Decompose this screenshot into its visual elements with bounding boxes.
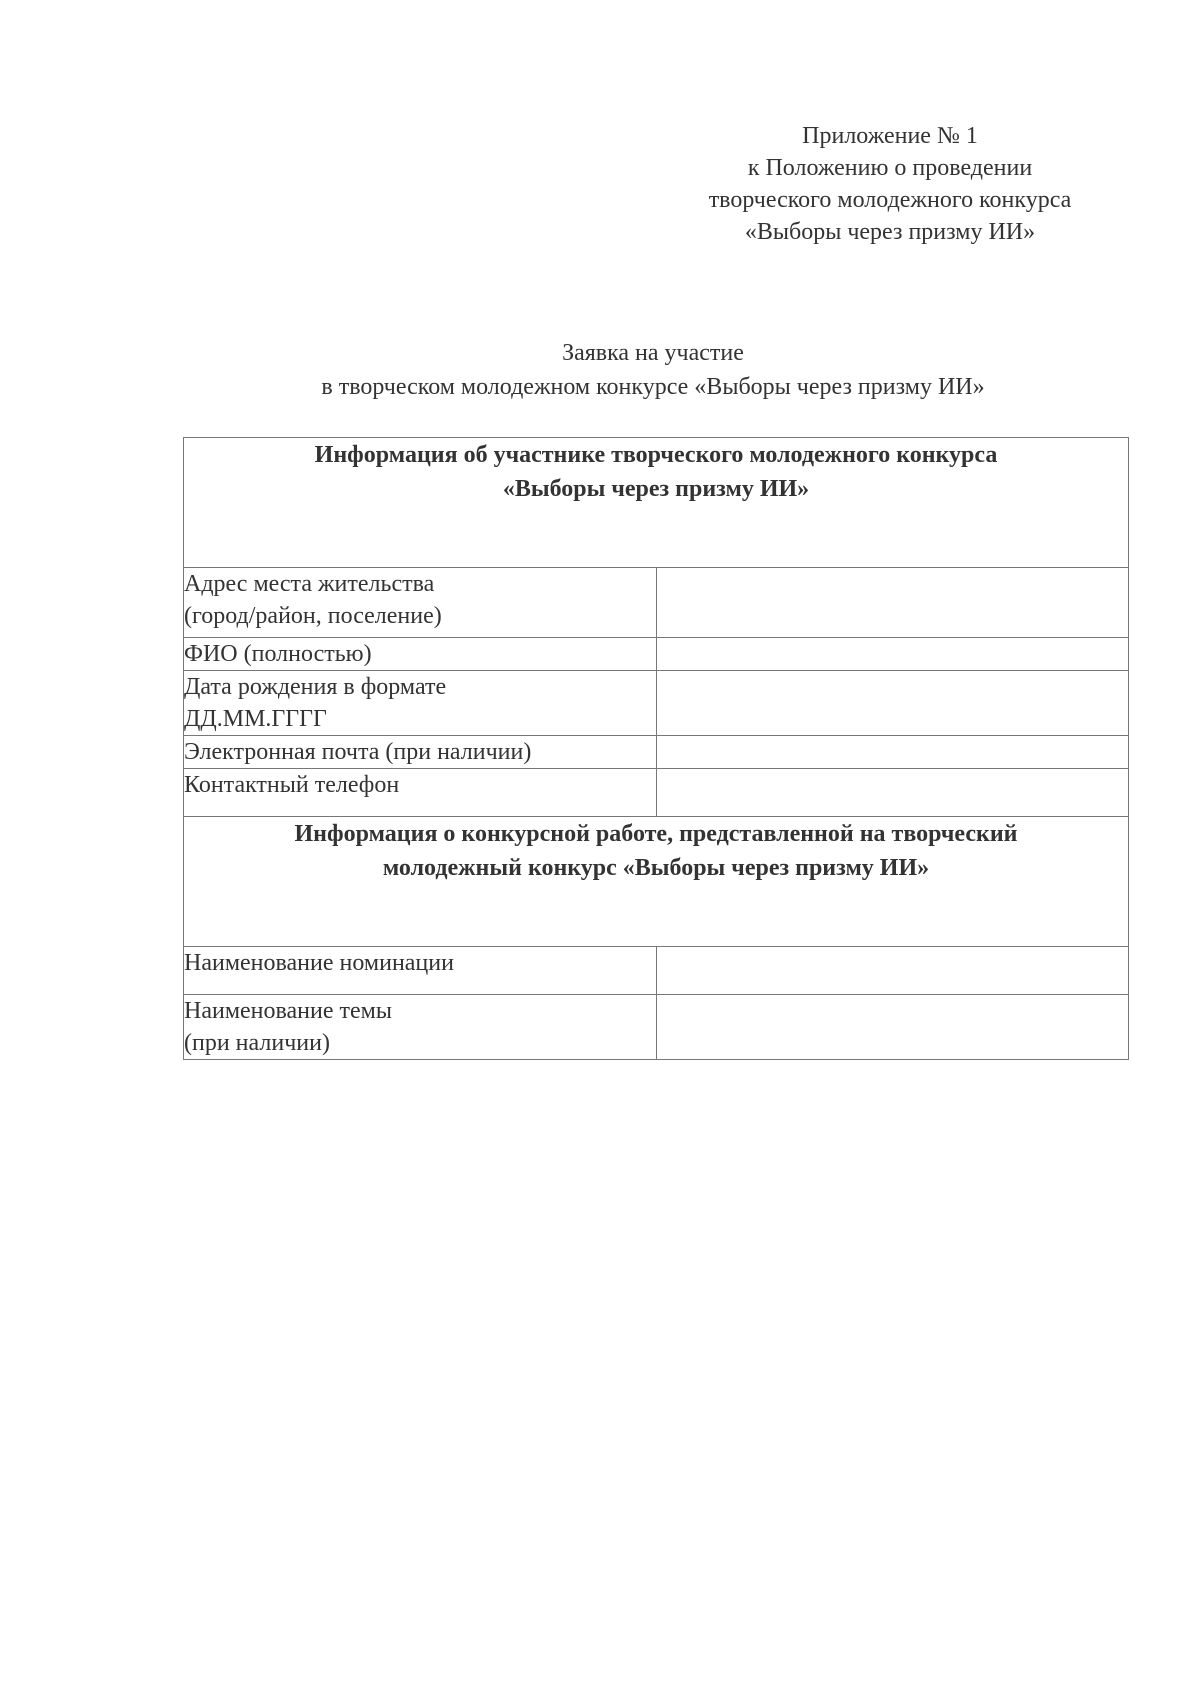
- label-line: (город/район, поселение): [184, 603, 442, 629]
- application-form-table: [183, 437, 1129, 1060]
- label-line: (при наличии): [184, 1030, 330, 1056]
- topic-field[interactable]: [656, 995, 1129, 1060]
- table-row: [184, 947, 1129, 995]
- label-line: Электронная почта (при наличии): [184, 739, 532, 765]
- table-row: [184, 568, 1129, 638]
- table-row: [184, 769, 1129, 817]
- label-line: Дата рождения в формате: [184, 674, 447, 700]
- form-title-line: Заявка на участие: [562, 340, 744, 366]
- full-name-label: [184, 638, 657, 671]
- form-title-line: в творческом молодежном конкурсе «Выборы через призму ИИ»: [321, 374, 985, 400]
- phone-field[interactable]: [656, 769, 1129, 817]
- form-title: [180, 336, 1126, 404]
- label-line: Адрес места жительства: [184, 571, 435, 597]
- label-line: ФИО (полностью): [184, 641, 372, 667]
- topic-label: [184, 995, 657, 1060]
- birth-date-label: [184, 671, 657, 736]
- appendix-header: [660, 120, 1120, 248]
- section-header-row: [184, 817, 1129, 947]
- table-row: [184, 995, 1129, 1060]
- section-header-line: Информация о конкурсной работе, представленной на творческий: [294, 821, 1018, 847]
- nomination-field[interactable]: [656, 947, 1129, 995]
- email-field[interactable]: [656, 736, 1129, 769]
- table-row: [184, 638, 1129, 671]
- appendix-line: творческого молодежного конкурса: [708, 187, 1072, 213]
- section-header-line: Информация об участнике творческого молодежного конкурса: [314, 442, 998, 468]
- section-header-line: «Выборы через призму ИИ»: [502, 476, 810, 502]
- nomination-label: [184, 947, 657, 995]
- appendix-line: «Выборы через призму ИИ»: [744, 219, 1036, 245]
- label-line: Наименование темы: [184, 998, 392, 1024]
- appendix-line: Приложение № 1: [802, 123, 978, 149]
- label-line: ДД.ММ.ГГГГ: [184, 706, 327, 732]
- section-header-line: молодежный конкурс «Выборы через призму ИИ»: [382, 855, 930, 881]
- section-header-row: [184, 438, 1129, 568]
- full-name-field[interactable]: [656, 638, 1129, 671]
- table-row: [184, 671, 1129, 736]
- address-label: [184, 568, 657, 638]
- work-info-header: [184, 817, 1129, 947]
- table-row: [184, 736, 1129, 769]
- email-label: [184, 736, 657, 769]
- address-field[interactable]: [656, 568, 1129, 638]
- label-line: Наименование номинации: [184, 950, 454, 976]
- phone-label: [184, 769, 657, 817]
- birth-date-field[interactable]: [656, 671, 1129, 736]
- label-line: Контактный телефон: [184, 772, 400, 798]
- appendix-line: к Положению о проведении: [747, 155, 1033, 181]
- participant-info-header: [184, 438, 1129, 568]
